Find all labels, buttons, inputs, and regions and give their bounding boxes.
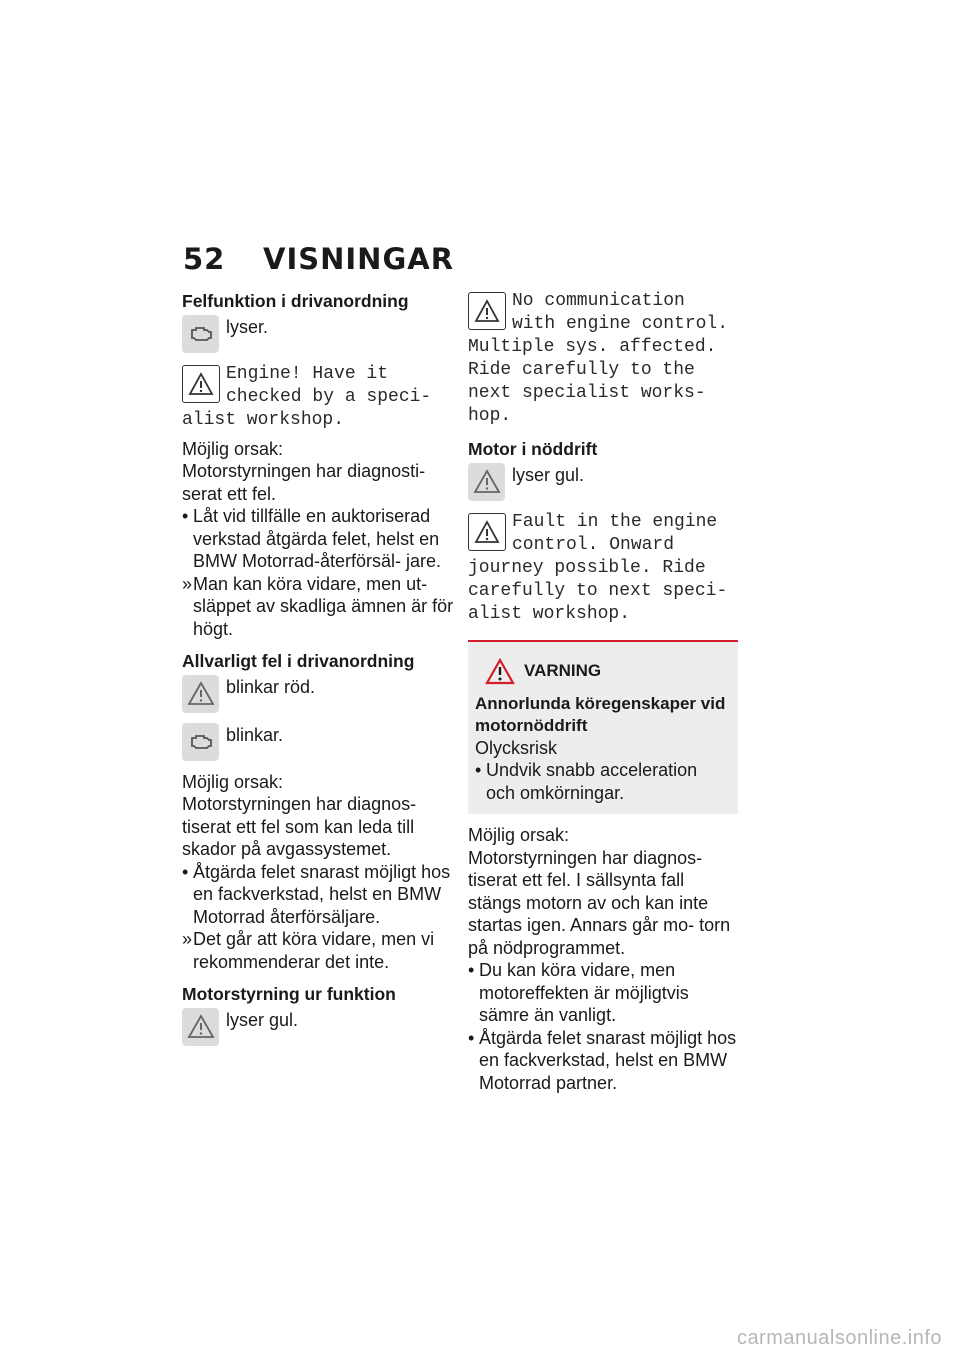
paragraph: Möjlig orsak:	[468, 825, 570, 845]
indicator-row	[182, 675, 454, 713]
paragraph: Motorstyrningen har diagnos- tiserat ett fel. I sällsynta fall stängs motorn av och kan inte startas igen. Annars går mo- torn på nödprogrammet.	[468, 847, 731, 958]
page-title: VISNINGAR	[263, 242, 455, 276]
indicator-text: lyser gul.	[226, 1009, 299, 1030]
engine-warning-icon	[182, 315, 219, 353]
display-message	[468, 511, 738, 626]
message-text: Engine! Have it checked by a speci- alist workshop.	[182, 363, 432, 430]
section-heading: Motor i nöddrift	[468, 439, 598, 459]
message-text: No communication with engine control. Multiple sys. affected. Ride carefully to the next specialist works- hop.	[468, 291, 729, 426]
left-column	[182, 290, 454, 1056]
right-column	[468, 290, 738, 1094]
warning-triangle-icon	[468, 292, 506, 330]
display-message	[182, 363, 454, 432]
indicator-text: lyser.	[226, 316, 269, 337]
engine-warning-icon	[182, 723, 219, 761]
message-text: Fault in the engine control. Onward journey possible. Ride carefully to next speci- alist workshop.	[468, 511, 728, 624]
warning-triangle-icon	[468, 513, 506, 551]
page-header	[183, 242, 454, 276]
section-heading: Motorstyrning ur funktion	[182, 984, 396, 1004]
indicator-row	[182, 1008, 454, 1046]
paragraph: Möjlig orsak:	[182, 438, 284, 459]
display-message	[468, 290, 738, 428]
warning-triangle-icon	[182, 675, 219, 713]
paragraph: Motorstyrningen har diagnosti- serat ett fel.	[182, 461, 426, 504]
page-number: 52	[183, 242, 226, 276]
bullet-item: • Låt vid tillfälle en auktoriserad verkstad åtgärda felet, helst en BMW Motorrad-återförsäl- jare.	[182, 505, 454, 573]
bullet-item: • Undvik snabb acceleration och omkörningar.	[475, 759, 728, 804]
watermark: carmanualsonline.info	[736, 1327, 942, 1349]
paragraph: Möjlig orsak:	[182, 771, 284, 792]
indicator-text: blinkar röd.	[226, 676, 316, 697]
warning-title: Annorlunda köregenskaper vid motornöddrift	[475, 693, 726, 735]
warning-box	[468, 640, 738, 815]
indicator-row	[468, 463, 738, 501]
indicator-row	[182, 723, 454, 761]
result-item: » Man kan köra vidare, men ut- släppet av skadliga ämnen är för högt.	[182, 573, 454, 641]
section-heading: Allvarligt fel i drivanordning	[182, 651, 415, 671]
bullet-item: • Åtgärda felet snarast möjligt hos en fackverkstad, helst en BMW Motorrad partner.	[468, 1027, 738, 1095]
warning-risk: Olycksrisk	[475, 737, 557, 758]
bullet-item: • Du kan köra vidare, men motoreffekten är möjligtvis sämre än vanligt.	[468, 959, 738, 1027]
warning-triangle-icon	[182, 365, 220, 403]
warning-label-icon	[485, 658, 515, 685]
warning-triangle-icon	[182, 1008, 219, 1046]
paragraph: Motorstyrningen har diagnos- tiserat ett fel som kan leda till skador på avgassystemet.	[182, 794, 417, 859]
indicator-text: blinkar.	[226, 724, 284, 745]
warning-label: VARNING	[524, 660, 602, 680]
warning-header	[485, 658, 728, 685]
bullet-item: • Åtgärda felet snarast möjligt hos en fackverkstad, helst en BMW Motorrad återförsäljare.	[182, 861, 454, 929]
indicator-text: lyser gul.	[512, 464, 585, 485]
indicator-row	[182, 315, 454, 353]
result-item: » Det går att köra vidare, men vi rekommenderar det inte.	[182, 928, 454, 973]
section-heading: Felfunktion i drivanordning	[182, 291, 409, 311]
warning-triangle-icon	[468, 463, 505, 501]
